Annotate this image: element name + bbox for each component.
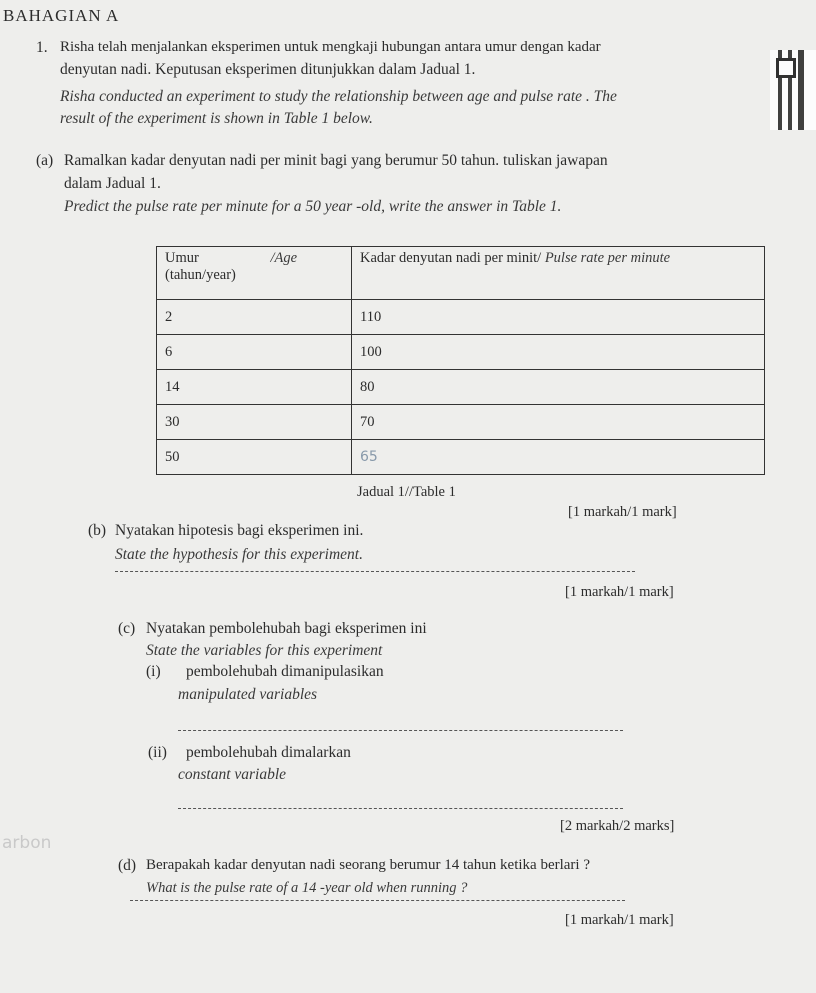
rate-cell: 100: [352, 335, 765, 370]
part-d-answer-line[interactable]: [130, 900, 625, 901]
part-b-malay: Nyatakan hipotesis bagi eksperimen ini.: [115, 522, 364, 539]
age-cell: 30: [157, 405, 352, 440]
part-c-sub-ii-malay: pembolehubah dimalarkan: [186, 744, 351, 761]
pulse-rate-table: [156, 246, 765, 475]
part-c-sub-i-answer-line[interactable]: [178, 730, 623, 731]
q1-english-line2: result of the experiment is shown in Table 1 below.: [60, 110, 373, 127]
age-cell: 2: [157, 300, 352, 335]
q1-english-line1: Risha conducted an experiment to study the relationship between age and pulse rate . The: [60, 88, 617, 105]
header-age-malay: Umur: [165, 250, 199, 266]
part-b-answer-line[interactable]: [115, 571, 635, 572]
part-a-malay-line1: Ramalkan kadar denyutan nadi per minit bagi yang berumur 50 tahun. tuliskan jawapan: [64, 152, 608, 169]
age-cell: 50: [157, 440, 352, 475]
header-rate-english: Pulse rate per minute: [544, 250, 671, 266]
table-caption: Jadual 1//Table 1: [357, 484, 456, 500]
part-c-sub-ii-label: (ii): [148, 744, 167, 761]
part-b-label: (b): [88, 522, 107, 539]
table-row: [157, 405, 765, 440]
table-row: [157, 300, 765, 335]
part-c-sub-ii-answer-line[interactable]: [178, 808, 623, 809]
table-header-row: [157, 247, 765, 300]
part-c-malay: Nyatakan pembolehubah bagi eksperimen ini: [146, 620, 427, 637]
header-rate-malay: Kadar denyutan nadi per minit/: [360, 250, 542, 266]
rate-cell: 70: [352, 405, 765, 440]
rate-cell: 80: [352, 370, 765, 405]
q1-malay-line2: denyutan nadi. Keputusan eksperimen ditunjukkan dalam Jadual 1.: [60, 61, 476, 78]
part-c-label: (c): [118, 620, 136, 637]
header-age-unit: (tahun/year): [165, 267, 236, 283]
rate-cell: 110: [352, 300, 765, 335]
part-b-marks: [1 markah/1 mark]: [565, 584, 674, 600]
age-cell: 6: [157, 335, 352, 370]
part-d-label: (d): [118, 857, 137, 874]
age-cell: 14: [157, 370, 352, 405]
rate-answer-cell[interactable]: [352, 440, 765, 475]
table-row: [157, 440, 765, 475]
margin-note: arbon: [2, 833, 52, 853]
table-row: [157, 370, 765, 405]
part-a-english: Predict the pulse rate per minute for a 50 year -old, write the answer in Table 1.: [64, 198, 562, 215]
qr-code-corner: [776, 58, 796, 78]
part-a-marks: [1 markah/1 mark]: [568, 504, 677, 520]
part-c-sub-i-malay: pembolehubah dimanipulasikan: [186, 663, 384, 680]
table-row: [157, 335, 765, 370]
part-a-malay-line2: dalam Jadual 1.: [64, 175, 161, 192]
part-c-sub-i-label: (i): [146, 663, 161, 680]
part-b-english: State the hypothesis for this experiment.: [115, 546, 363, 563]
header-rate-cell: [352, 247, 765, 300]
part-d-marks: [1 markah/1 mark]: [565, 912, 674, 928]
part-a-label: (a): [36, 152, 54, 169]
part-c-marks: [2 markah/2 marks]: [560, 818, 675, 834]
part-c-sub-ii-english: constant variable: [178, 766, 287, 783]
part-c-english: State the variables for this experiment: [146, 642, 383, 659]
qr-code: [770, 50, 816, 130]
q1-malay-line1: Risha telah menjalankan eksperimen untuk mengkaji hubungan antara umur dengan kadar: [60, 39, 601, 55]
part-c-sub-i-english: manipulated variables: [178, 686, 318, 703]
section-title: BAHAGIAN A: [3, 6, 120, 25]
header-age-cell: [157, 247, 352, 300]
part-d-malay: Berapakah kadar denyutan nadi seorang berumur 14 tahun ketika berlari ?: [146, 857, 590, 873]
question-number: 1.: [36, 39, 48, 56]
part-d-english: What is the pulse rate of a 14 -year old when running ?: [146, 880, 468, 896]
header-age-english: /Age: [270, 250, 298, 266]
handwritten-answer: 65: [360, 448, 378, 465]
